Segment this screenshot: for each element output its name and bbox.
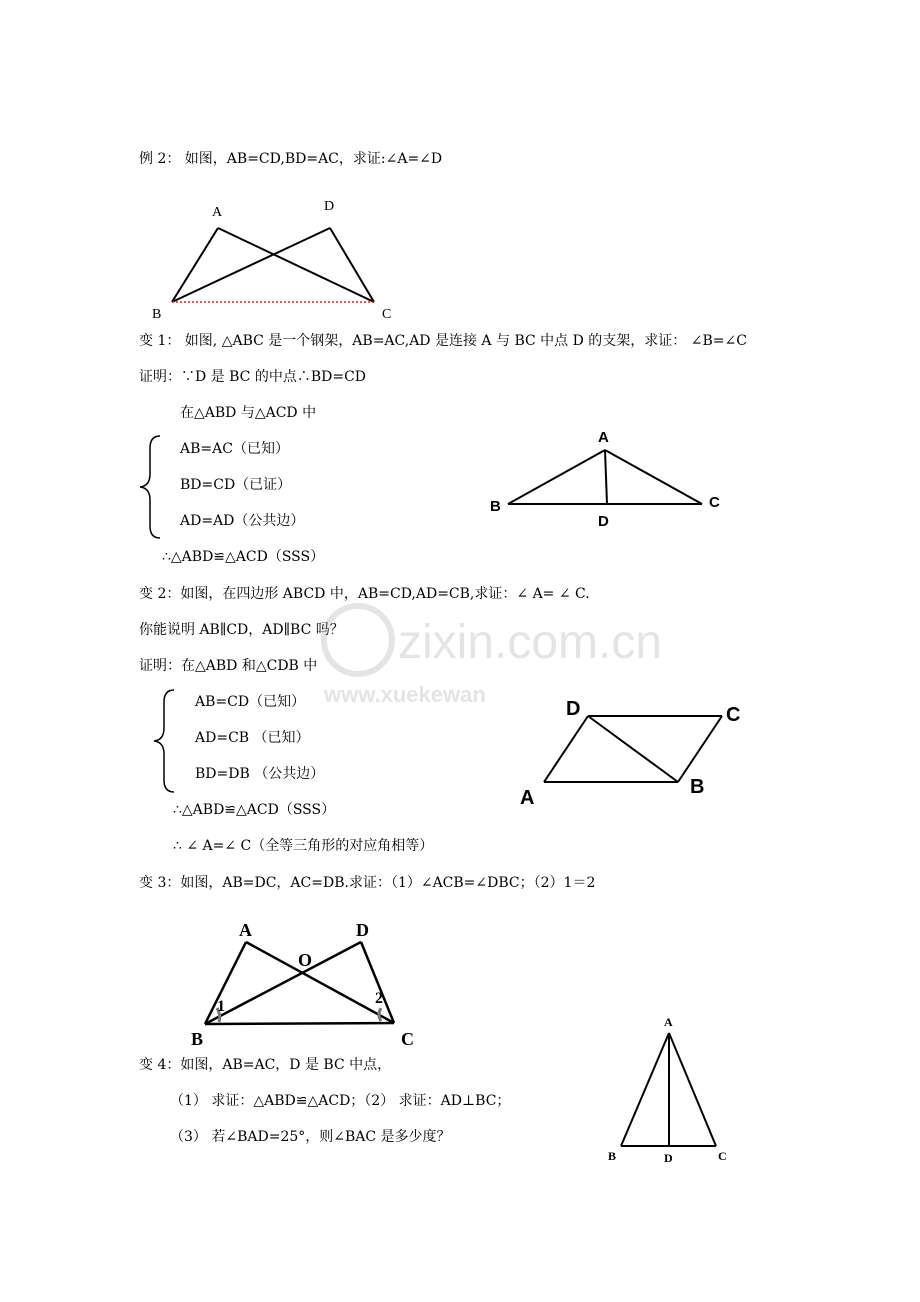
variant-1-statement: 变 1： 如图, △ABC 是一个钢架，AB=AC,AD 是连接 A 与 BC 中点 D 的支架，求证： ∠B=∠C xyxy=(139,333,747,349)
fig4-label-a: A xyxy=(239,920,252,940)
variant-2-proof-intro: 证明：在△ABD 和△CDB 中 xyxy=(139,658,318,674)
fig3-label-c: C xyxy=(726,704,741,726)
brace-icon xyxy=(136,434,166,540)
figure-variant-3 xyxy=(185,915,430,1050)
variant-4-part-1-2: （1） 求证：△ABD≌△ACD；（2） 求证：AD⊥BC； xyxy=(170,1093,511,1109)
fig2-label-b: B xyxy=(490,498,501,515)
variant-1-condition-1: AB=AC（已知） xyxy=(180,441,289,457)
fig4-label-b: B xyxy=(191,1029,204,1049)
fig1-label-b: B xyxy=(152,307,162,322)
fig2-label-c: C xyxy=(709,494,720,511)
variant-2-condition-3: BD=DB （公共边） xyxy=(195,766,325,782)
watermark-text: zixin.com.cn xyxy=(398,616,663,669)
variant-1-condition-3: AD=AD（公共边） xyxy=(180,513,305,529)
figure-variant-1 xyxy=(480,420,740,540)
variant-1-condition-2: BD=CD（已证） xyxy=(180,477,292,493)
watermark-subtext: www.xuekewan xyxy=(324,682,486,707)
figure-example-2 xyxy=(152,190,400,322)
variant-2-condition-1: AB=CD（已知） xyxy=(195,694,306,710)
variant-2-statement: 变 2：如图，在四边形 ABCD 中，AB=CD,AD=CB,求证：∠ A= ∠ C. xyxy=(139,586,590,602)
fig2-label-a: A xyxy=(598,429,609,446)
variant-1-conclusion: ∴△ABD≌△ACD（SSS） xyxy=(162,549,325,565)
variant-2-conclusion-2: ∴ ∠ A=∠ C（全等三角形的对应角相等） xyxy=(173,838,434,854)
variant-2-condition-2: AD=CB （已知） xyxy=(195,730,310,746)
fig4-label-2: 2 xyxy=(375,990,383,1007)
fig3-label-a: A xyxy=(520,787,535,809)
fig4-label-d: D xyxy=(356,920,369,940)
fig2-label-d: D xyxy=(598,513,609,530)
fig4-label-o: O xyxy=(298,950,313,970)
fig5-label-b: B xyxy=(608,1149,617,1163)
fig1-label-c: C xyxy=(382,307,392,322)
variant-2-conclusion-1: ∴△ABD≌△ACD（SSS） xyxy=(173,802,336,818)
fig4-label-c: C xyxy=(401,1029,414,1049)
fig1-label-d: D xyxy=(324,199,335,214)
fig4-label-1: 1 xyxy=(217,998,225,1015)
fig5-label-d: D xyxy=(664,1151,673,1165)
variant-4-part-3: （3） 若∠BAD=25°，则∠BAC 是多少度？ xyxy=(170,1129,451,1145)
variant-1-in-triangles: 在△ABD 与△ACD 中 xyxy=(180,405,317,421)
figure-variant-4 xyxy=(600,1010,740,1170)
fig3-label-d: D xyxy=(566,698,581,720)
example-2-statement: 例 2： 如图，AB=CD,BD=AC，求证:∠A=∠D xyxy=(139,151,443,167)
fig3-label-b: B xyxy=(690,776,705,798)
variant-3-statement: 变 3：如图，AB=DC，AC=DB.求证：（1）∠ACB=∠DBC；（2）1＝2 xyxy=(139,875,596,891)
variant-2-question: 你能说明 AB∥CD，AD∥BC 吗？ xyxy=(139,622,344,638)
fig5-label-c: C xyxy=(718,1149,727,1163)
variant-1-proof-intro: 证明：∵D 是 BC 的中点∴BD=CD xyxy=(139,369,367,385)
variant-4-statement: 变 4：如图，AB=AC，D 是 BC 中点， xyxy=(139,1057,392,1073)
figure-variant-2 xyxy=(510,690,770,810)
fig1-label-a: A xyxy=(212,205,223,220)
fig5-label-a: A xyxy=(664,1015,673,1029)
brace-icon xyxy=(150,688,180,794)
